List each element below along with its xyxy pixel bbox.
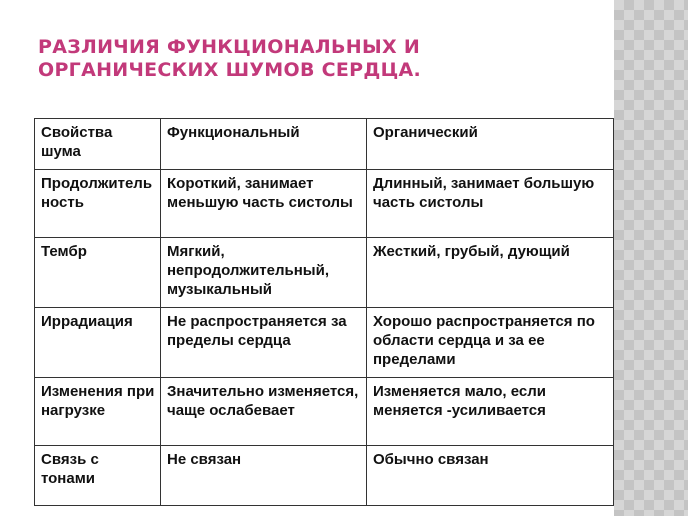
table-header-row: [35, 119, 614, 170]
cell-organic: Обычно связан: [367, 446, 614, 506]
cell-functional: Короткий, занимает меньшую часть систолы: [161, 170, 367, 238]
table-row: [35, 308, 614, 378]
comparison-table: [34, 118, 614, 506]
cell-organic: Длинный, занимает большую часть систолы: [367, 170, 614, 238]
cell-property: Иррадиация: [35, 308, 161, 378]
header-cell-property: Свойства шума: [35, 119, 161, 170]
cell-functional: Не связан: [161, 446, 367, 506]
cell-organic: Жесткий, грубый, дующий: [367, 238, 614, 308]
cell-property: Тембр: [35, 238, 161, 308]
table-row: [35, 378, 614, 446]
cell-organic: Хорошо распространяется по области сердца и за ее пределами: [367, 308, 614, 378]
table-row: [35, 238, 614, 308]
table-row: [35, 446, 614, 506]
cell-organic: Изменяется мало, если меняется -усиливается: [367, 378, 614, 446]
cell-functional: Не распространяется за пределы сердца: [161, 308, 367, 378]
cell-property: Связь с тонами: [35, 446, 161, 506]
slide-title: РАЗЛИЧИЯ ФУНКЦИОНАЛЬНЫХ И ОРГАНИЧЕСКИХ ШУМОВ СЕРДЦА.: [38, 36, 422, 81]
cell-property: Продолжительность: [35, 170, 161, 238]
cell-property: Изменения при нагрузке: [35, 378, 161, 446]
cell-functional: Мягкий, непродолжительный, музыкальный: [161, 238, 367, 308]
decorative-side-panel: [614, 0, 688, 516]
cell-functional: Значительно изменяется, чаще ослабевает: [161, 378, 367, 446]
header-cell-organic: Органический: [367, 119, 614, 170]
table-row: [35, 170, 614, 238]
header-cell-functional: Функциональный: [161, 119, 367, 170]
